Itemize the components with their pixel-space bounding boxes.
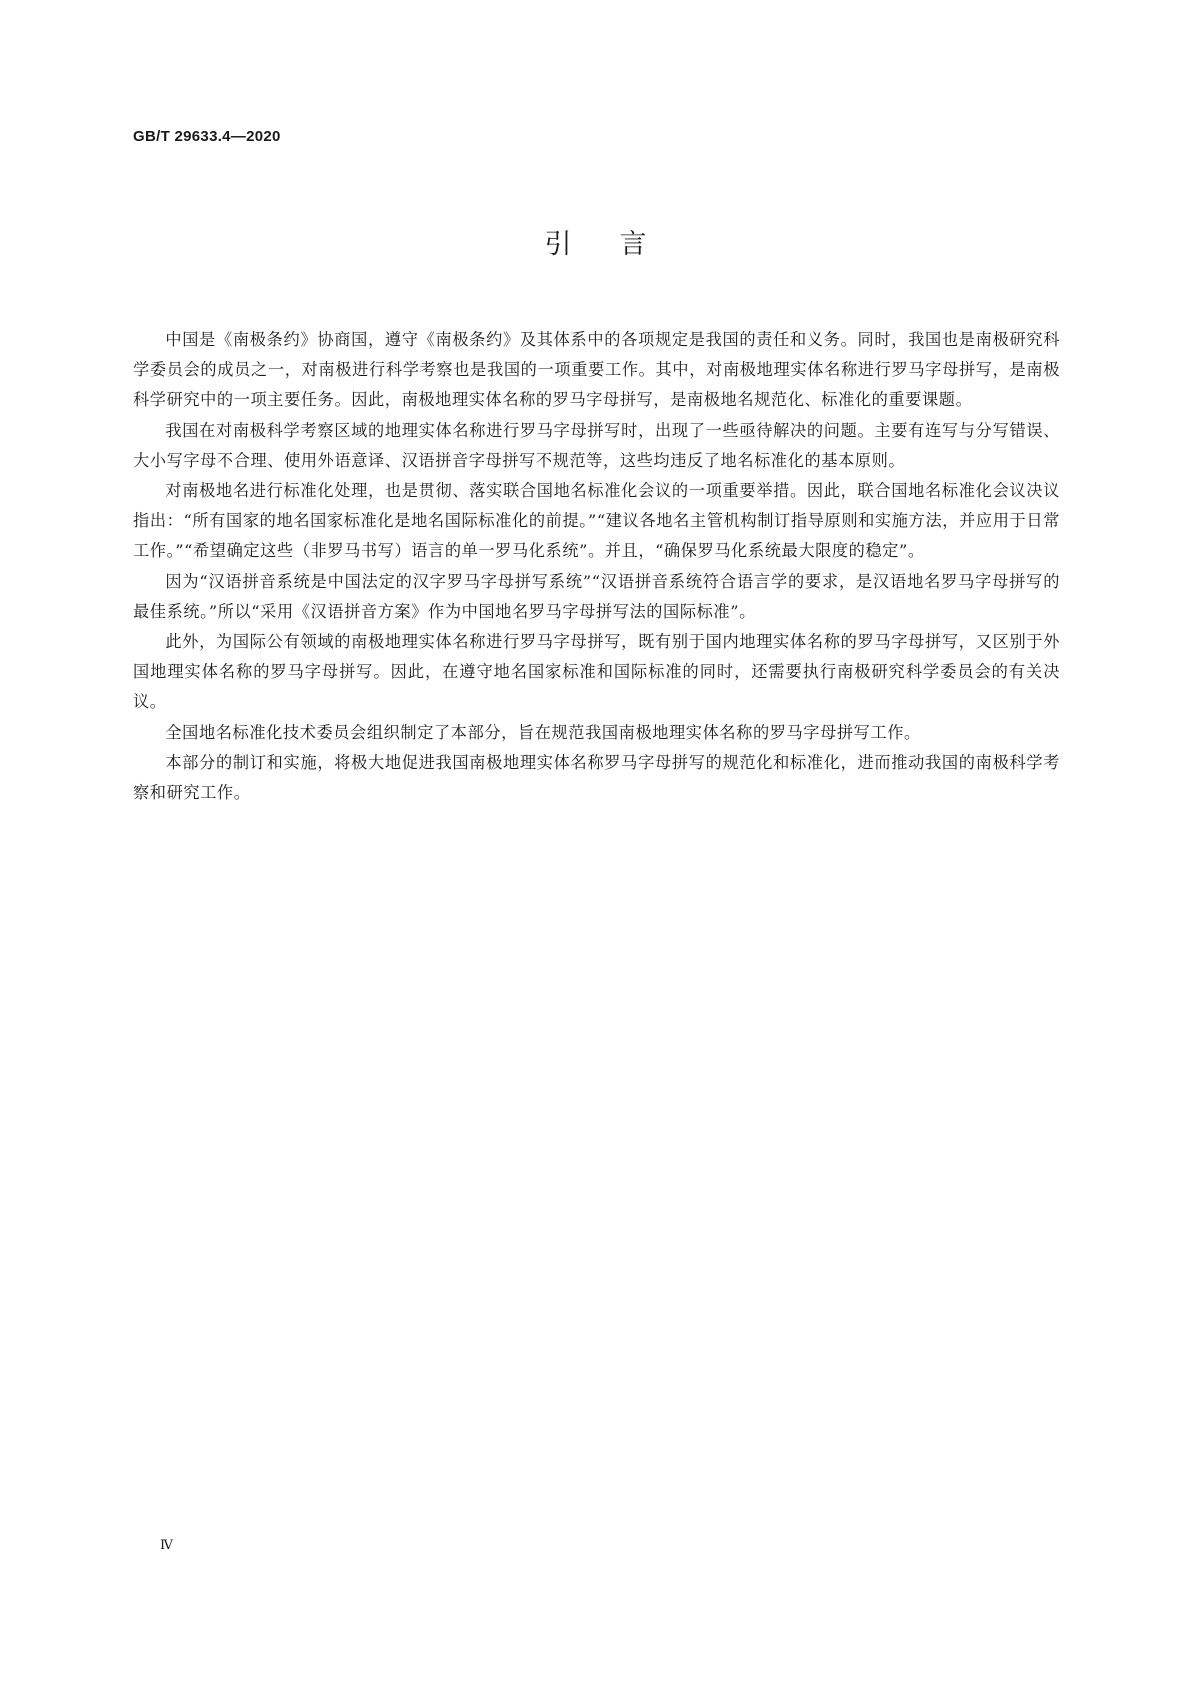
page-number: Ⅳ: [160, 1538, 173, 1553]
paragraph-3: 对南极地名进行标准化处理，也是贯彻、落实联合国地名标准化会议的一项重要举措。因此，联合国地名标准化会议决议指出：“所有国家的地名国家标准化是地名国际标准化的前提。”“建议各地名主管机构制订指导原则和实施方法，并应用于日常工作。”“希望确定这些（非罗马书写）语言的单一罗马化系统”。并且，“确保罗马化系统最大限度的稳定”。: [133, 481, 1060, 561]
paragraph-4: 因为“汉语拼音系统是中国法定的汉字罗马字母拼写系统”“汉语拼音系统符合语言学的要求，是汉语地名罗马字母拼写的最佳系统。”所以“采用《汉语拼音方案》作为中国地名罗马字母拼写法的国际标准”。: [133, 571, 1060, 621]
paragraph-7: 本部分的制订和实施，将极大地促进我国南极地理实体名称罗马字母拼写的规范化和标准化，进而推动我国的南极科学考察和研究工作。: [133, 752, 1060, 803]
paragraph-5: 此外，为国际公有领域的南极地理实体名称进行罗马字母拼写，既有别于国内地理实体名称的罗马字母拼写，又区别于外国地理实体名称的罗马字母拼写。因此，在遵守地名国家标准和国际标准的同时，还需要执行南极研究科学委员会的有关决议。: [133, 632, 1060, 712]
standard-code: GB/T 29633.4—2020: [133, 128, 281, 145]
paragraph-1: 中国是《南极条约》协商国，遵守《南极条约》及其体系中的各项规定是我国的责任和义务。同时，我国也是南极研究科学委员会的成员之一，对南极进行科学考察也是我国的一项重要工作。其中，对南极地理实体名称进行罗马字母拼写，是南极科学研究中的一项主要任务。因此，南极地理实体名称的罗马字母拼写，是南极地名规范化、标准化的重要课题。: [133, 330, 1060, 410]
paragraph-6: 全国地名标准化技术委员会组织制定了本部分，旨在规范我国南极地理实体名称的罗马字母拼写工作。: [165, 722, 921, 742]
introduction-body: [133, 325, 1060, 808]
page-title: 引言: [544, 229, 695, 260]
paragraph-2: 我国在对南极科学考察区域的地理实体名称进行罗马字母拼写时，出现了一些亟待解决的问题。主要有连写与分写错误、大小写字母不合理、使用外语意译、汉语拼音字母拼写不规范等，这些均违反了地名标准化的基本原则。: [133, 420, 1060, 470]
